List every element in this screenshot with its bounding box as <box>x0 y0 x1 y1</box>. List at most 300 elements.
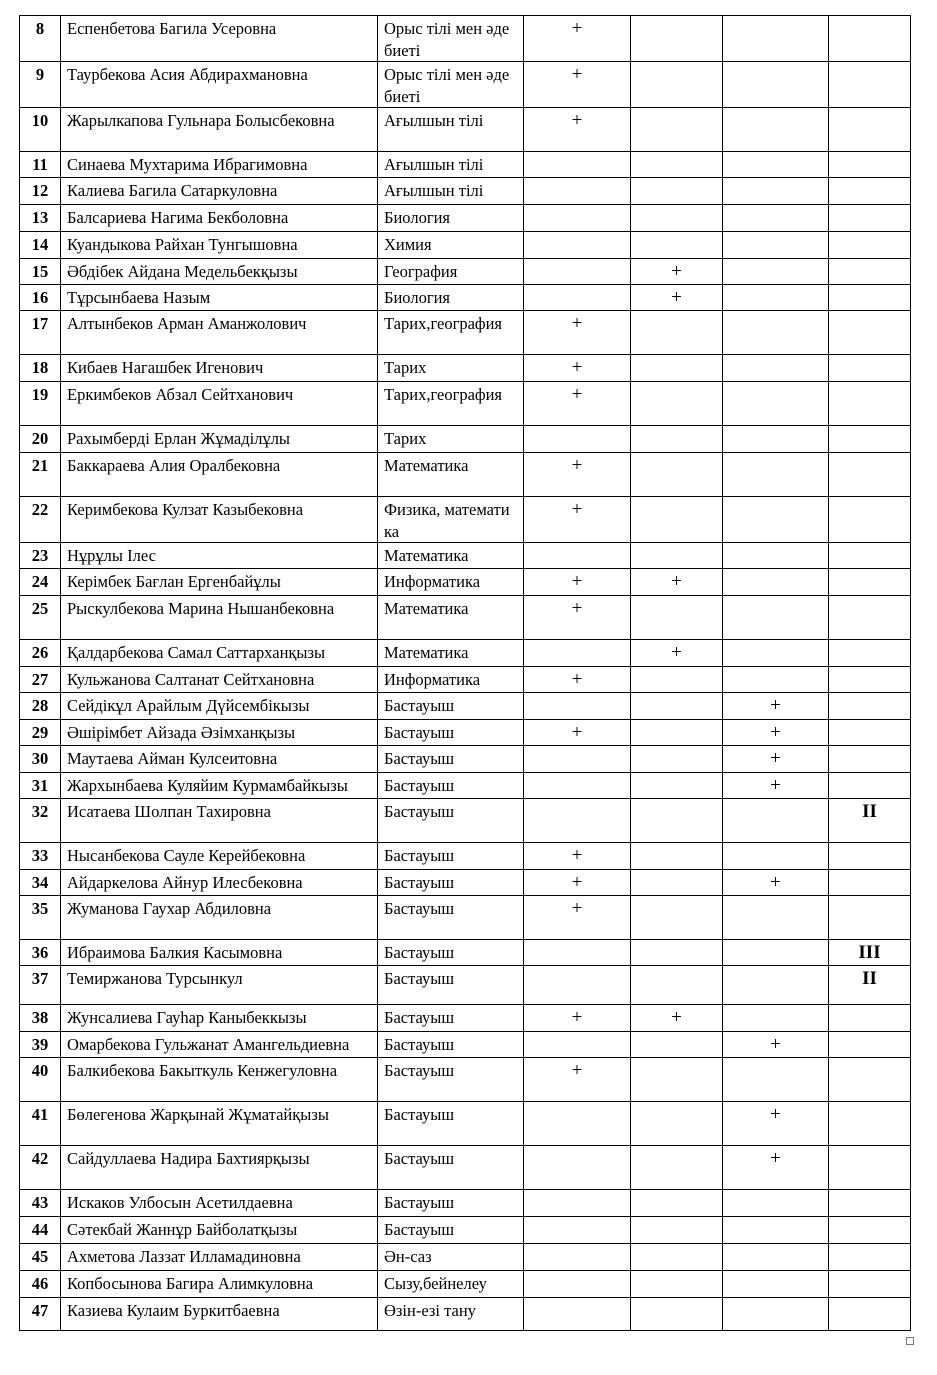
mark-col-3 <box>723 152 829 178</box>
mark-col-2 <box>631 497 723 543</box>
row-number: 40 <box>20 1058 61 1102</box>
subject: Бастауыш <box>378 693 524 720</box>
mark-col-3 <box>723 108 829 152</box>
row-number: 33 <box>20 843 61 870</box>
mark-col-2 <box>631 426 723 453</box>
teacher-name: Жарылкапова Гульнара Болысбековна <box>61 108 378 152</box>
category <box>829 543 911 569</box>
table-row <box>20 1005 911 1032</box>
row-number: 37 <box>20 966 61 1005</box>
subject: Сызу,бейнелеу <box>378 1271 524 1298</box>
row-number: 32 <box>20 799 61 843</box>
category <box>829 693 911 720</box>
row-number: 45 <box>20 1244 61 1271</box>
category <box>829 152 911 178</box>
mark-col-2: + <box>631 1005 723 1032</box>
mark-col-1 <box>524 543 631 569</box>
table-row <box>20 1298 911 1331</box>
category <box>829 640 911 667</box>
mark-col-2 <box>631 1102 723 1146</box>
subject: Бастауыш <box>378 1032 524 1058</box>
table-row <box>20 693 911 720</box>
category <box>829 232 911 259</box>
table-row <box>20 966 911 1005</box>
table-row <box>20 746 911 773</box>
table-row <box>20 426 911 453</box>
mark-col-3 <box>723 205 829 232</box>
mark-col-2 <box>631 382 723 426</box>
subject: Тарих <box>378 355 524 382</box>
category: II <box>829 799 911 843</box>
mark-col-1 <box>524 1244 631 1271</box>
teacher-name: Кибаев Нагашбек Игенович <box>61 355 378 382</box>
category <box>829 870 911 896</box>
teacher-name: Сейдікұл Арайлым Дүйсембікызы <box>61 693 378 720</box>
category <box>829 1058 911 1102</box>
mark-col-3 <box>723 1298 829 1331</box>
mark-col-2 <box>631 720 723 746</box>
row-number: 10 <box>20 108 61 152</box>
mark-col-3: + <box>723 746 829 773</box>
subject: Ән-саз <box>378 1244 524 1271</box>
row-number: 35 <box>20 896 61 940</box>
mark-col-3 <box>723 940 829 966</box>
teacher-name: Әбдібек Айдана Медельбекқызы <box>61 259 378 285</box>
mark-col-3 <box>723 259 829 285</box>
category <box>829 1146 911 1190</box>
table-row <box>20 16 911 62</box>
mark-col-3 <box>723 382 829 426</box>
teacher-name: Әшірімбет Айзада Әзімханқызы <box>61 720 378 746</box>
mark-col-2 <box>631 940 723 966</box>
subject: Бастауыш <box>378 1058 524 1102</box>
mark-col-2 <box>631 746 723 773</box>
category <box>829 1271 911 1298</box>
table-body <box>20 16 911 1331</box>
table-row <box>20 870 911 896</box>
mark-col-1 <box>524 178 631 205</box>
mark-col-2 <box>631 178 723 205</box>
row-number: 25 <box>20 596 61 640</box>
table-row <box>20 799 911 843</box>
teacher-name: Еспенбетова Багила Усеровна <box>61 16 378 62</box>
teacher-name: Калиева Багила Сатаркуловна <box>61 178 378 205</box>
teacher-name: Еркимбеков Абзал Сейтханович <box>61 382 378 426</box>
table-row <box>20 843 911 870</box>
table-row <box>20 1244 911 1271</box>
subject: Бастауыш <box>378 1005 524 1032</box>
category <box>829 259 911 285</box>
table-row <box>20 205 911 232</box>
row-number: 18 <box>20 355 61 382</box>
mark-col-1: + <box>524 16 631 62</box>
row-number: 15 <box>20 259 61 285</box>
teacher-name: Баккараева Алия Оралбековна <box>61 453 378 497</box>
teacher-table <box>19 15 911 1331</box>
mark-col-2 <box>631 1271 723 1298</box>
category <box>829 108 911 152</box>
mark-col-1: + <box>524 720 631 746</box>
category <box>829 453 911 497</box>
subject: Тарих,география <box>378 382 524 426</box>
row-number: 22 <box>20 497 61 543</box>
mark-col-3 <box>723 62 829 108</box>
category: II <box>829 966 911 1005</box>
teacher-name: Рахымберді Ерлан Жұмаділұлы <box>61 426 378 453</box>
mark-col-2 <box>631 966 723 1005</box>
row-number: 21 <box>20 453 61 497</box>
mark-col-1: + <box>524 62 631 108</box>
subject: Тарих <box>378 426 524 453</box>
mark-col-2 <box>631 205 723 232</box>
subject: Бастауыш <box>378 940 524 966</box>
category <box>829 1244 911 1271</box>
category <box>829 426 911 453</box>
subject: Орыс тілі мен әдебиеті <box>378 62 524 108</box>
subject: Орыс тілі мен әдебиеті <box>378 16 524 62</box>
table-row <box>20 640 911 667</box>
table-row <box>20 720 911 746</box>
subject: Математика <box>378 453 524 497</box>
teacher-name: Таурбекова Асия Абдирахмановна <box>61 62 378 108</box>
mark-col-1: + <box>524 870 631 896</box>
mark-col-2 <box>631 693 723 720</box>
mark-col-2 <box>631 108 723 152</box>
teacher-name: Жунсалиева Гауһар Каныбеккызы <box>61 1005 378 1032</box>
teacher-name: Тұрсынбаева Назым <box>61 285 378 311</box>
mark-col-1: + <box>524 355 631 382</box>
category <box>829 596 911 640</box>
mark-col-1: + <box>524 453 631 497</box>
subject: Биология <box>378 285 524 311</box>
teacher-name: Исатаева Шолпан Тахировна <box>61 799 378 843</box>
mark-col-1 <box>524 205 631 232</box>
category: III <box>829 940 911 966</box>
table-row <box>20 773 911 799</box>
subject: Бастауыш <box>378 1190 524 1217</box>
subject: Бастауыш <box>378 870 524 896</box>
category <box>829 16 911 62</box>
category <box>829 62 911 108</box>
category <box>829 896 911 940</box>
mark-col-3 <box>723 16 829 62</box>
mark-col-3: + <box>723 720 829 746</box>
mark-col-1 <box>524 259 631 285</box>
teacher-name: Казиева Кулаим Буркитбаевна <box>61 1298 378 1331</box>
category <box>829 746 911 773</box>
subject: Биология <box>378 205 524 232</box>
table-row <box>20 1102 911 1146</box>
mark-col-1: + <box>524 311 631 355</box>
mark-col-1: + <box>524 843 631 870</box>
row-number: 8 <box>20 16 61 62</box>
mark-col-1 <box>524 1190 631 1217</box>
mark-col-2: + <box>631 259 723 285</box>
mark-col-2 <box>631 1190 723 1217</box>
mark-col-2 <box>631 311 723 355</box>
teacher-name: Керимбекова Кулзат Казыбековна <box>61 497 378 543</box>
subject: География <box>378 259 524 285</box>
table-row <box>20 569 911 596</box>
mark-col-3 <box>723 232 829 259</box>
mark-col-2 <box>631 773 723 799</box>
category <box>829 178 911 205</box>
category <box>829 1298 911 1331</box>
mark-col-3: + <box>723 1102 829 1146</box>
mark-col-3 <box>723 311 829 355</box>
mark-col-3 <box>723 596 829 640</box>
category <box>829 205 911 232</box>
subject: Ағылшын тілі <box>378 152 524 178</box>
mark-col-2 <box>631 16 723 62</box>
mark-col-1 <box>524 426 631 453</box>
table-row <box>20 62 911 108</box>
teacher-name: Искаков Улбосын Асетилдаевна <box>61 1190 378 1217</box>
subject: Бастауыш <box>378 720 524 746</box>
table-row <box>20 453 911 497</box>
row-number: 38 <box>20 1005 61 1032</box>
subject: Математика <box>378 543 524 569</box>
row-number: 19 <box>20 382 61 426</box>
category <box>829 667 911 693</box>
row-number: 26 <box>20 640 61 667</box>
category <box>829 569 911 596</box>
subject: Информатика <box>378 667 524 693</box>
subject: Физика, математика <box>378 497 524 543</box>
category <box>829 843 911 870</box>
mark-col-2 <box>631 667 723 693</box>
subject: Математика <box>378 640 524 667</box>
teacher-name: Жархынбаева Куляйим Курмамбайкызы <box>61 773 378 799</box>
row-number: 39 <box>20 1032 61 1058</box>
teacher-name: Нысанбекова Сауле Керейбековна <box>61 843 378 870</box>
mark-col-1: + <box>524 667 631 693</box>
mark-col-1 <box>524 1298 631 1331</box>
row-number: 23 <box>20 543 61 569</box>
mark-col-3 <box>723 1244 829 1271</box>
mark-col-1: + <box>524 1058 631 1102</box>
mark-col-3 <box>723 640 829 667</box>
row-number: 47 <box>20 1298 61 1331</box>
mark-col-3 <box>723 285 829 311</box>
mark-col-2 <box>631 232 723 259</box>
table-row <box>20 285 911 311</box>
mark-col-2 <box>631 543 723 569</box>
category <box>829 355 911 382</box>
row-number: 11 <box>20 152 61 178</box>
teacher-name: Қалдарбекова Самал Саттарханқызы <box>61 640 378 667</box>
subject: Информатика <box>378 569 524 596</box>
subject: Тарих,география <box>378 311 524 355</box>
teacher-name: Керімбек Бағлан Ергенбайұлы <box>61 569 378 596</box>
table-row <box>20 232 911 259</box>
teacher-name: Сайдуллаева Надира Бахтиярқызы <box>61 1146 378 1190</box>
mark-col-2 <box>631 1244 723 1271</box>
table-row <box>20 1217 911 1244</box>
teacher-name: Рыскулбекова Марина Нышанбековна <box>61 596 378 640</box>
mark-col-1 <box>524 966 631 1005</box>
mark-col-3 <box>723 1058 829 1102</box>
mark-col-2 <box>631 152 723 178</box>
subject: Бастауыш <box>378 799 524 843</box>
category <box>829 311 911 355</box>
table-row <box>20 596 911 640</box>
mark-col-1 <box>524 940 631 966</box>
mark-col-2 <box>631 1217 723 1244</box>
row-number: 28 <box>20 693 61 720</box>
table-row <box>20 896 911 940</box>
category <box>829 497 911 543</box>
table-row <box>20 311 911 355</box>
category <box>829 1005 911 1032</box>
mark-col-3: + <box>723 1146 829 1190</box>
mark-col-3 <box>723 843 829 870</box>
teacher-name: Омарбекова Гульжанат Амангельдиевна <box>61 1032 378 1058</box>
row-number: 12 <box>20 178 61 205</box>
category <box>829 1190 911 1217</box>
mark-col-3: + <box>723 773 829 799</box>
row-number: 16 <box>20 285 61 311</box>
table-row <box>20 108 911 152</box>
category <box>829 382 911 426</box>
row-number: 44 <box>20 1217 61 1244</box>
mark-col-2 <box>631 843 723 870</box>
subject: Өзін-езі тану <box>378 1298 524 1331</box>
mark-col-1 <box>524 773 631 799</box>
mark-col-1: + <box>524 596 631 640</box>
subject: Ағылшын тілі <box>378 178 524 205</box>
subject: Ағылшын тілі <box>378 108 524 152</box>
teacher-name: Бөлегенова Жарқынай Жұматайқызы <box>61 1102 378 1146</box>
mark-col-3 <box>723 497 829 543</box>
mark-col-3 <box>723 355 829 382</box>
row-number: 42 <box>20 1146 61 1190</box>
mark-col-2 <box>631 1298 723 1331</box>
mark-col-1 <box>524 1271 631 1298</box>
mark-col-1: + <box>524 1005 631 1032</box>
mark-col-3 <box>723 1190 829 1217</box>
table-row <box>20 667 911 693</box>
mark-col-3 <box>723 543 829 569</box>
category <box>829 773 911 799</box>
mark-col-2 <box>631 62 723 108</box>
document-page <box>19 15 910 1331</box>
mark-col-2 <box>631 355 723 382</box>
table-row <box>20 940 911 966</box>
row-number: 34 <box>20 870 61 896</box>
teacher-name: Ибраимова Балкия Касымовна <box>61 940 378 966</box>
mark-col-3 <box>723 896 829 940</box>
teacher-name: Балкибекова Бакыткуль Кенжегуловна <box>61 1058 378 1102</box>
teacher-name: Алтынбеков Арман Аманжолович <box>61 311 378 355</box>
mark-col-1 <box>524 746 631 773</box>
table-row <box>20 1271 911 1298</box>
mark-col-3 <box>723 1217 829 1244</box>
row-number: 27 <box>20 667 61 693</box>
row-number: 17 <box>20 311 61 355</box>
row-number: 24 <box>20 569 61 596</box>
mark-col-2: + <box>631 640 723 667</box>
mark-col-1: + <box>524 896 631 940</box>
subject: Бастауыш <box>378 1146 524 1190</box>
teacher-name: Ахметова Лаззат Илламадиновна <box>61 1244 378 1271</box>
mark-col-1 <box>524 640 631 667</box>
mark-col-1 <box>524 693 631 720</box>
teacher-name: Синаева Мухтарима Ибрагимовна <box>61 152 378 178</box>
table-row <box>20 382 911 426</box>
row-number: 31 <box>20 773 61 799</box>
mark-col-3 <box>723 1005 829 1032</box>
subject: Бастауыш <box>378 896 524 940</box>
mark-col-3 <box>723 453 829 497</box>
mark-col-2 <box>631 1058 723 1102</box>
subject: Математика <box>378 596 524 640</box>
mark-col-1 <box>524 232 631 259</box>
category <box>829 285 911 311</box>
row-number: 46 <box>20 1271 61 1298</box>
subject: Бастауыш <box>378 843 524 870</box>
table-resize-handle[interactable] <box>906 1337 914 1345</box>
table-row <box>20 497 911 543</box>
row-number: 43 <box>20 1190 61 1217</box>
teacher-name: Маутаева Айман Кулсеитовна <box>61 746 378 773</box>
table-row <box>20 152 911 178</box>
mark-col-1: + <box>524 497 631 543</box>
mark-col-1 <box>524 1032 631 1058</box>
mark-col-2 <box>631 799 723 843</box>
mark-col-2 <box>631 1032 723 1058</box>
mark-col-1: + <box>524 569 631 596</box>
mark-col-2 <box>631 1146 723 1190</box>
mark-col-2: + <box>631 285 723 311</box>
mark-col-3 <box>723 1271 829 1298</box>
category <box>829 1032 911 1058</box>
row-number: 9 <box>20 62 61 108</box>
table-row <box>20 543 911 569</box>
teacher-name: Куандыкова Райхан Тунгышовна <box>61 232 378 259</box>
mark-col-3 <box>723 667 829 693</box>
mark-col-1 <box>524 285 631 311</box>
subject: Бастауыш <box>378 966 524 1005</box>
table-row <box>20 1032 911 1058</box>
teacher-name: Балсариева Нагима Бекболовна <box>61 205 378 232</box>
table-row <box>20 178 911 205</box>
subject: Бастауыш <box>378 746 524 773</box>
row-number: 20 <box>20 426 61 453</box>
teacher-name: Нұрұлы Ілес <box>61 543 378 569</box>
teacher-name: Темиржанова Турсынкул <box>61 966 378 1005</box>
category <box>829 1217 911 1244</box>
table-row <box>20 1058 911 1102</box>
teacher-name: Сәтекбай Жаннұр Байболатқызы <box>61 1217 378 1244</box>
mark-col-3: + <box>723 693 829 720</box>
category <box>829 1102 911 1146</box>
row-number: 41 <box>20 1102 61 1146</box>
subject: Бастауыш <box>378 1217 524 1244</box>
teacher-name: Копбосынова Багира Алимкуловна <box>61 1271 378 1298</box>
category <box>829 720 911 746</box>
mark-col-1 <box>524 799 631 843</box>
subject: Бастауыш <box>378 1102 524 1146</box>
row-number: 14 <box>20 232 61 259</box>
row-number: 13 <box>20 205 61 232</box>
subject: Химия <box>378 232 524 259</box>
subject: Бастауыш <box>378 773 524 799</box>
teacher-name: Кульжанова Салтанат Сейтхановна <box>61 667 378 693</box>
teacher-name: Айдаркелова Айнур Илесбековна <box>61 870 378 896</box>
mark-col-1: + <box>524 108 631 152</box>
table-row <box>20 1190 911 1217</box>
